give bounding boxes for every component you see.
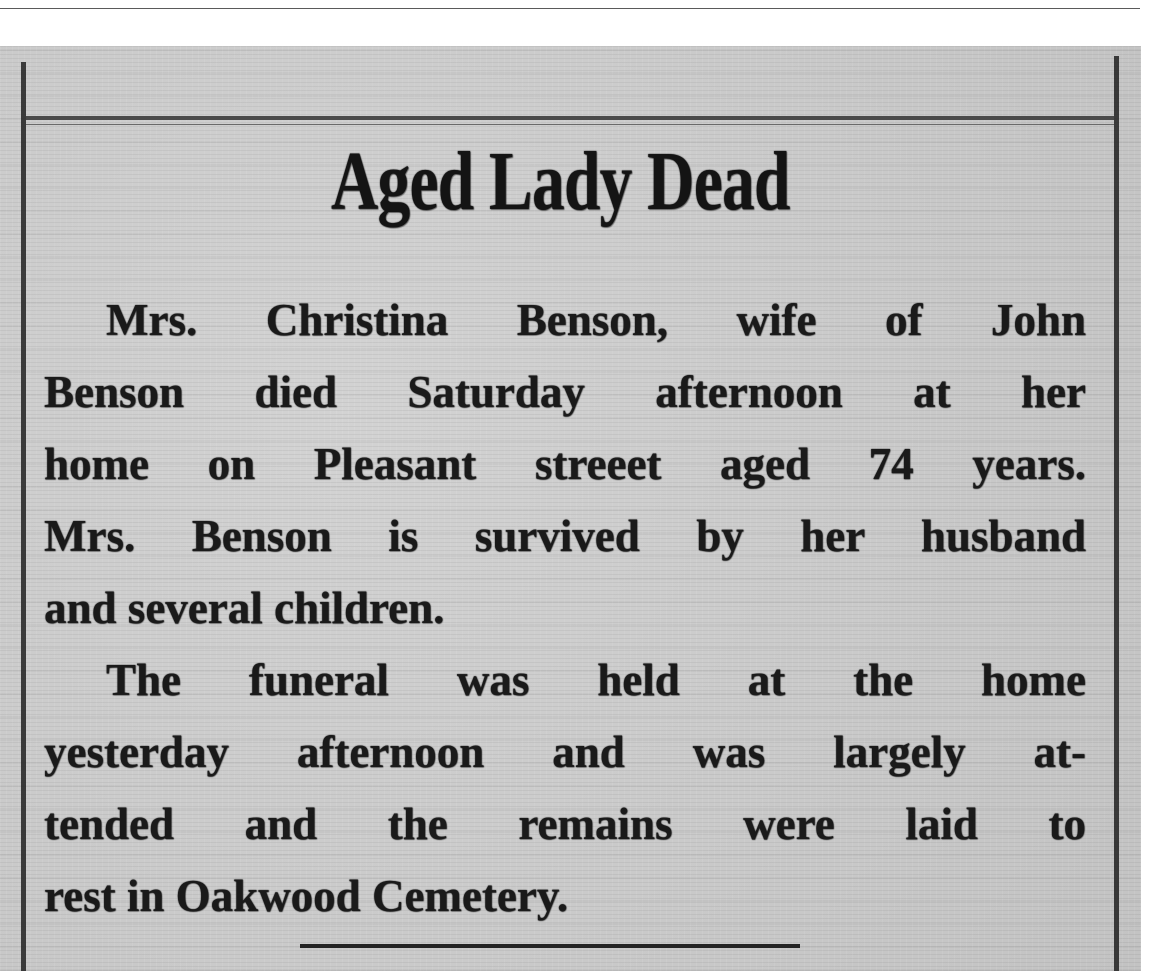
section-divider bbox=[26, 116, 1114, 120]
page-border-line bbox=[0, 8, 1140, 9]
paragraph-1-line-3: home on Pleasant streeet aged 74 years. bbox=[44, 439, 1086, 489]
section-divider-thin bbox=[26, 124, 1114, 125]
article-end-rule bbox=[300, 944, 800, 948]
paragraph-2-line-1: The funeral was held at the home bbox=[106, 655, 1086, 705]
paragraph-1-line-1: Mrs. Christina Benson, wife of John bbox=[106, 295, 1086, 345]
paragraph-2-line-2: yesterday afternoon and was largely at- bbox=[44, 727, 1086, 777]
paragraph-1-line-5: and several children. bbox=[44, 583, 445, 633]
column-rule-right bbox=[1114, 56, 1119, 971]
column-rule-left bbox=[21, 62, 26, 971]
article-headline: Aged Lady Dead bbox=[330, 135, 790, 228]
paragraph-2-line-3: tended and the remains were laid to bbox=[44, 799, 1086, 849]
paragraph-1-line-4: Mrs. Benson is survived by her husband bbox=[44, 511, 1086, 561]
paragraph-1-line-2: Benson died Saturday afternoon at her bbox=[44, 367, 1086, 417]
paragraph-2-line-4: rest in Oakwood Cemetery. bbox=[44, 871, 569, 921]
newspaper-clipping bbox=[0, 46, 1141, 971]
